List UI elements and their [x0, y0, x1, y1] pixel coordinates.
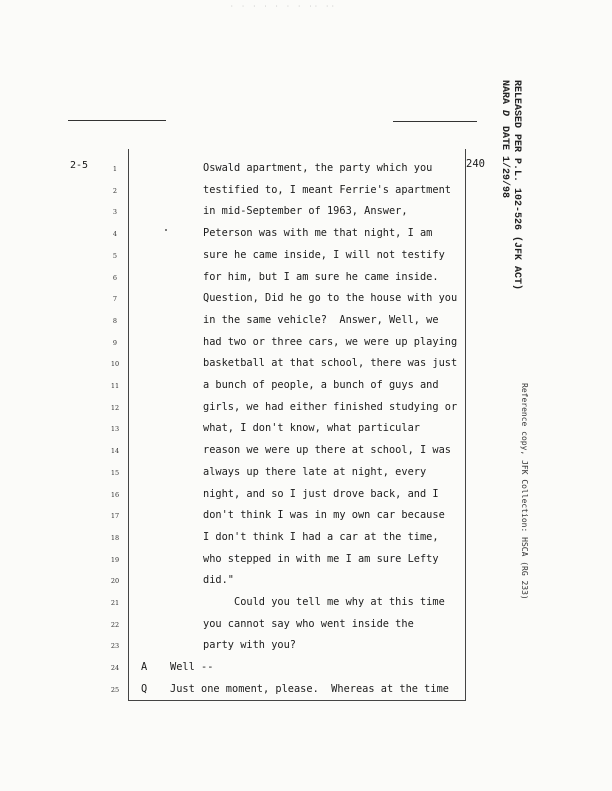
- transcript-line: who stepped in with me I am sure Lefty: [203, 552, 439, 565]
- line-number: 4: [112, 230, 118, 239]
- nara-signature: D: [499, 110, 510, 117]
- line-number: 13: [110, 425, 120, 434]
- transcript-line: don't think I was in my own car because: [203, 509, 445, 522]
- scan-speck: [165, 229, 167, 231]
- line-number: 25: [110, 685, 120, 694]
- transcript-line: Oswald apartment, the party which you: [203, 162, 433, 174]
- transcript-line: Just one moment, please. Whereas at the time: [170, 682, 449, 695]
- transcript-line: you cannot say who went inside the: [203, 617, 414, 630]
- nara-label: NARA: [499, 80, 510, 111]
- line-number: 1: [112, 165, 118, 173]
- header-rule-right: [393, 121, 477, 122]
- transcript-line: Peterson was with me that night, I am: [203, 227, 433, 240]
- line-number: 6: [112, 273, 118, 282]
- transcript-line: in the same vehicle? Answer, Well, we: [203, 313, 439, 326]
- line-number: 24: [110, 664, 120, 673]
- line-number: 3: [112, 208, 118, 217]
- release-stamp: [498, 80, 522, 290]
- transcript-line: girls, we had either finished studying or: [203, 400, 458, 413]
- line-number: 18: [110, 533, 120, 542]
- line-number: 10: [110, 360, 120, 369]
- line-number: 9: [112, 338, 118, 347]
- transcript-line: reason we were up there at school, I was: [203, 444, 451, 457]
- line-number: 12: [110, 403, 120, 412]
- line-number: 5: [112, 251, 118, 260]
- transcript-line: Well --: [170, 661, 214, 674]
- transcript-line: Question, Did he go to the house with you: [203, 292, 458, 305]
- line-number: 15: [110, 468, 120, 477]
- transcript-line: I don't think I had a car at the time,: [203, 530, 439, 543]
- line-number: 22: [110, 620, 120, 629]
- header-rule: [68, 120, 166, 121]
- transcript-line: a bunch of people, a bunch of guys and: [203, 379, 439, 391]
- line-number: 17: [110, 512, 120, 521]
- transcript-line: what, I don't know, what particular: [203, 422, 420, 435]
- transcript-line: did.": [203, 574, 234, 587]
- transcript-line: for him, but I am sure he came inside.: [203, 270, 439, 283]
- transcript-line: had two or three cars, we were up playing: [203, 335, 458, 348]
- speaker-label: A: [141, 661, 148, 674]
- page-number: 240: [466, 158, 485, 170]
- speaker-label: Q: [141, 682, 148, 695]
- scan-artifact: · · · · · · · ·· ··: [230, 3, 337, 10]
- line-number: 16: [110, 490, 120, 499]
- line-number: 21: [110, 599, 120, 607]
- release-stamp-line1: RELEASED PER P.L. 102-526 (JFK ACT): [511, 80, 522, 291]
- transcript-line: always up there late at night, every: [203, 465, 427, 478]
- line-number: 7: [112, 295, 118, 304]
- transcript-line: basketball at that school, there was just: [203, 357, 458, 370]
- line-number: 23: [110, 642, 120, 651]
- transcript-line: night, and so I just drove back, and I: [203, 487, 439, 500]
- reference-note: Reference copy, JFK Collection: HSCA (RG 233): [520, 383, 529, 600]
- line-number: 14: [110, 447, 120, 456]
- line-number: 11: [110, 382, 120, 390]
- line-number: 20: [110, 577, 120, 586]
- transcript-line: party with you?: [203, 639, 296, 652]
- line-number: 19: [110, 555, 120, 564]
- transcript-line: Could you tell me why at this time: [203, 596, 445, 608]
- frame-bottom-rule: [128, 700, 465, 701]
- release-date: DATE 1/29/98: [499, 126, 510, 199]
- transcript-line: in mid-September of 1963, Answer,: [203, 205, 408, 218]
- transcript-line: testified to, I meant Ferrie's apartment: [203, 183, 451, 196]
- page-label: 2-5: [70, 160, 89, 171]
- line-number: 8: [112, 316, 118, 325]
- line-number: 2: [112, 186, 118, 195]
- release-stamp-line2: [498, 80, 510, 290]
- transcript-line: sure he came inside, I will not testify: [203, 248, 445, 261]
